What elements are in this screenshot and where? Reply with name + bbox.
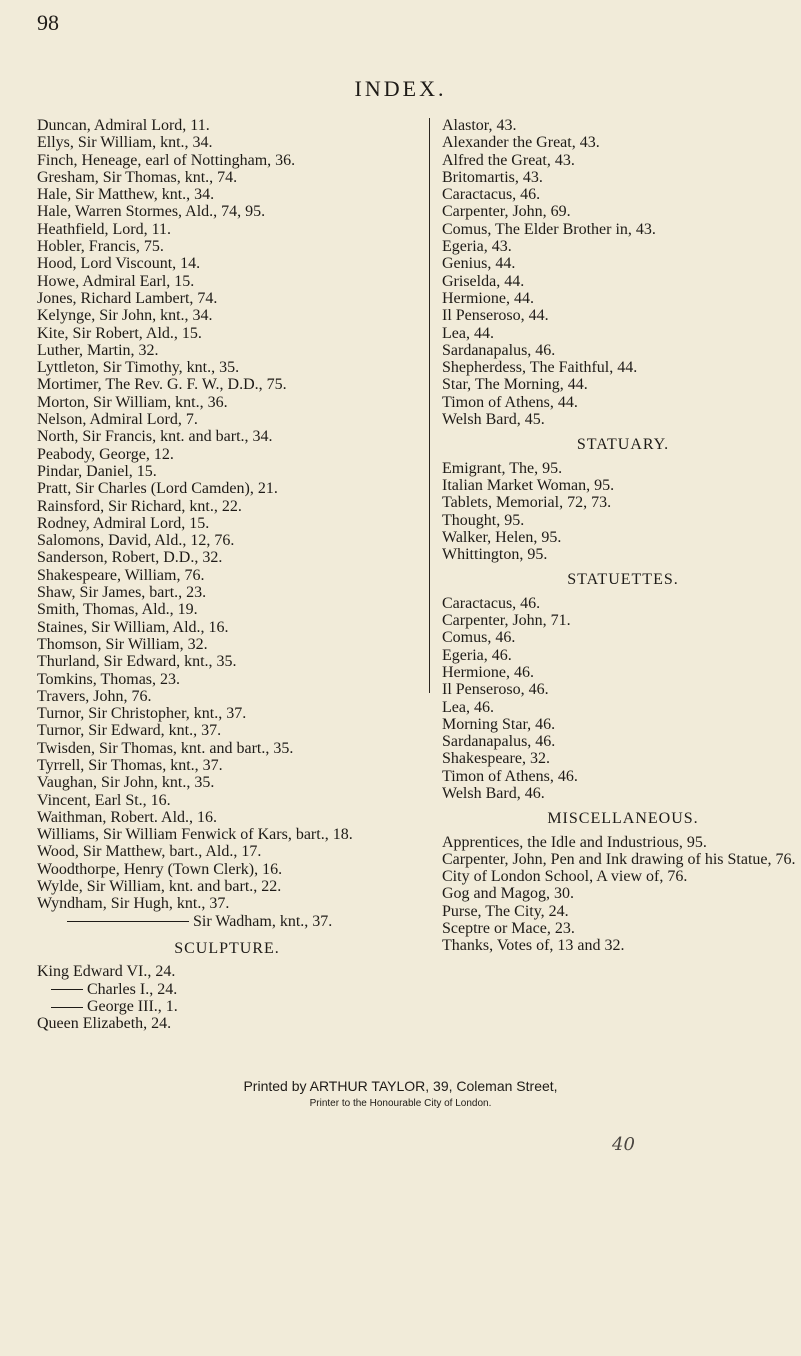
index-entry-text: Turnor, Sir Christopher, knt., 37. — [37, 705, 247, 723]
index-entry — [442, 903, 801, 920]
index-entry-text: Alfred the Great, 43. — [442, 151, 575, 169]
right-index-list — [442, 117, 801, 428]
index-entry — [37, 169, 417, 186]
index-entry-text: Hale, Sir Matthew, knt., 34. — [37, 186, 215, 204]
index-entry-text: Pindar, Daniel, 15. — [37, 462, 157, 480]
index-entry — [442, 238, 801, 255]
index-entry — [37, 342, 417, 359]
index-entry — [37, 963, 417, 980]
index-entry-text: Carpenter, John, Pen and Ink drawing of his Statue, 76. — [442, 850, 796, 868]
index-entry — [37, 134, 417, 151]
index-entry-text: Star, The Morning, 44. — [442, 376, 588, 394]
index-entry-text: Wood, Sir Matthew, bart., Ald., 17. — [37, 843, 262, 861]
index-entry-text: Shaw, Sir James, bart., 23. — [37, 584, 207, 602]
index-entry-text: Hood, Lord Viscount, 14. — [37, 255, 201, 273]
page-number: 98 — [37, 10, 59, 35]
index-entry — [442, 716, 801, 733]
index-entry — [442, 699, 801, 716]
index-entry-text: Kite, Sir Robert, Ald., 15. — [37, 324, 202, 342]
index-entry — [442, 394, 801, 411]
index-entry-text: Ellys, Sir William, knt., 34. — [37, 134, 213, 152]
index-entry-text: City of London School, A view of, 76. — [442, 868, 688, 886]
index-entry — [37, 480, 417, 497]
index-entry-text: Wylde, Sir William, knt. and bart., 22. — [37, 878, 282, 896]
index-entry-text: Egeria, 46. — [442, 646, 512, 664]
index-entry-text: Caractacus, 46. — [442, 186, 541, 204]
index-entry-text: Egeria, 43. — [442, 238, 512, 256]
index-entry — [37, 117, 417, 134]
index-entry-text: Staines, Sir William, Ald., 16. — [37, 618, 229, 636]
index-entry — [442, 411, 801, 428]
index-entry — [37, 221, 417, 238]
index-entry-text: George III., 1. — [87, 997, 178, 1015]
index-entry — [442, 255, 801, 272]
index-entry — [37, 446, 417, 463]
index-entry — [442, 186, 801, 203]
page-heading: INDEX. — [354, 76, 447, 101]
index-entry-text: Thurland, Sir Edward, knt., 35. — [37, 653, 237, 671]
index-entry-text: Tyrrell, Sir Thomas, knt., 37. — [37, 756, 223, 774]
index-entry — [37, 601, 417, 618]
index-entry-text: Apprentices, the Idle and Industrious, 95. — [442, 833, 707, 851]
index-entry-text: Shakespeare, William, 76. — [37, 566, 205, 584]
index-entry-text: Turnor, Sir Edward, knt., 37. — [37, 722, 222, 740]
index-entry — [37, 515, 417, 532]
index-entry — [442, 681, 801, 698]
index-entry-text: Thanks, Votes of, 13 and 32. — [442, 937, 625, 955]
index-entry-text: King Edward VI., 24. — [37, 963, 176, 981]
index-entry — [37, 809, 417, 826]
index-entry-text: Timon of Athens, 44. — [442, 393, 578, 411]
sculpture-list — [37, 963, 417, 1032]
statuettes-list — [442, 595, 801, 803]
index-entry-text: Nelson, Admiral Lord, 7. — [37, 411, 198, 429]
index-entry-text: Rodney, Admiral Lord, 15. — [37, 514, 210, 532]
index-entry — [442, 785, 801, 802]
ditto-rule — [51, 989, 83, 990]
index-entry — [37, 688, 417, 705]
index-entry — [442, 647, 801, 664]
index-entry — [442, 376, 801, 393]
index-entry-text: Salomons, David, Ald., 12, 76. — [37, 532, 235, 550]
index-entry-text: Thought, 95. — [442, 511, 525, 529]
index-entry-text: Carpenter, John, 69. — [442, 203, 571, 221]
index-entry-text: Howe, Admiral Earl, 15. — [37, 272, 195, 290]
index-entry — [442, 664, 801, 681]
index-entry — [37, 549, 417, 566]
index-entry-text: Mortimer, The Rev. G. F. W., D.D., 75. — [37, 376, 287, 394]
index-entry-text: Waithman, Robert. Ald., 16. — [37, 808, 218, 826]
index-entry-text: Sceptre or Mace, 23. — [442, 920, 575, 938]
index-entry — [442, 325, 801, 342]
index-entry-text: Shakespeare, 32. — [442, 750, 550, 768]
index-entry — [37, 757, 417, 774]
index-entry — [37, 722, 417, 739]
index-entry — [37, 203, 417, 220]
index-entry — [37, 411, 417, 428]
index-entry-text: Lea, 46. — [442, 698, 494, 716]
section-heading-miscellaneous: MISCELLANEOUS. — [547, 810, 699, 828]
index-entry-text: Sir Wadham, knt., 37. — [193, 912, 333, 930]
index-entry — [37, 1015, 417, 1032]
index-entry — [37, 826, 417, 843]
index-entry-text: Jones, Richard Lambert, 74. — [37, 289, 218, 307]
index-entry-text: Vincent, Earl St., 16. — [37, 791, 171, 809]
index-entry-text: Lea, 44. — [442, 324, 494, 342]
index-entry — [37, 895, 417, 912]
index-entry-text: Pratt, Sir Charles (Lord Camden), 21. — [37, 480, 278, 498]
index-entry — [442, 117, 801, 134]
index-entry — [442, 460, 801, 477]
index-entry-text: Sanderson, Robert, D.D., 32. — [37, 549, 223, 567]
statuary-list — [442, 460, 801, 564]
index-entry-text: Duncan, Admiral Lord, 11. — [37, 117, 210, 134]
index-entry-text: Hermione, 46. — [442, 663, 534, 681]
index-entry-text: Tablets, Memorial, 72, 73. — [442, 494, 612, 512]
index-entry-text: Timon of Athens, 46. — [442, 767, 578, 785]
index-entry-text: Queen Elizabeth, 24. — [37, 1015, 172, 1033]
index-entry — [442, 203, 801, 220]
index-entry — [442, 134, 801, 151]
index-entry — [442, 546, 801, 563]
index-entry — [37, 325, 417, 342]
index-entry — [442, 169, 801, 186]
index-entry — [442, 868, 801, 885]
index-entry — [37, 290, 417, 307]
index-entry — [442, 629, 801, 646]
index-entry — [37, 998, 417, 1015]
index-entry — [37, 463, 417, 480]
index-entry-text: Griselda, 44. — [442, 272, 525, 290]
index-entry-text: Comus, 46. — [442, 629, 516, 647]
index-entry-text: Vaughan, Sir John, knt., 35. — [37, 774, 215, 792]
ditto-rule — [67, 921, 189, 922]
index-entry — [442, 290, 801, 307]
index-entry — [442, 512, 801, 529]
index-entry — [442, 359, 801, 376]
index-entry-text: Williams, Sir William Fenwick of Kars, bart., 18. — [37, 826, 353, 844]
index-entry-text: Hermione, 44. — [442, 289, 534, 307]
index-entry — [37, 740, 417, 757]
miscellaneous-list — [442, 834, 801, 955]
index-entry-text: Walker, Helen, 95. — [442, 528, 562, 546]
index-entry-text: Caractacus, 46. — [442, 594, 541, 612]
section-heading-statuettes: STATUETTES. — [567, 571, 679, 589]
index-entry-text: Luther, Martin, 32. — [37, 341, 159, 359]
index-entry-text: Smith, Thomas, Ald., 19. — [37, 601, 198, 619]
index-entry — [37, 238, 417, 255]
index-entry — [442, 937, 801, 954]
index-entry — [37, 394, 417, 411]
index-entry — [442, 152, 801, 169]
index-entry — [37, 861, 417, 878]
index-entry — [442, 750, 801, 767]
index-entry-text: Woodthorpe, Henry (Town Clerk), 16. — [37, 860, 283, 878]
index-entry-text: Italian Market Woman, 95. — [442, 476, 615, 494]
index-entry-text: Comus, The Elder Brother in, 43. — [442, 220, 656, 238]
index-entry — [442, 885, 801, 902]
index-entry — [37, 774, 417, 791]
index-entry — [37, 878, 417, 895]
right-column — [442, 117, 801, 955]
index-entry — [37, 255, 417, 272]
index-entry — [37, 671, 417, 688]
index-entry — [37, 636, 417, 653]
index-entry-text: Sardanapalus, 46. — [442, 733, 556, 751]
index-entry — [37, 981, 417, 998]
index-entry — [37, 307, 417, 324]
index-entry-text: Hale, Warren Stormes, Ald., 74, 95. — [37, 203, 266, 221]
index-entry — [442, 307, 801, 324]
index-entry-text: Sardanapalus, 46. — [442, 341, 556, 359]
index-entry — [442, 342, 801, 359]
index-entry — [37, 498, 417, 515]
index-entry-text: Britomartis, 43. — [442, 168, 543, 186]
index-entry — [442, 920, 801, 937]
index-entry — [37, 376, 417, 393]
index-entry-text: Carpenter, John, 71. — [442, 612, 571, 630]
index-entry — [37, 792, 417, 809]
index-entry-text: Alexander the Great, 43. — [442, 134, 600, 152]
index-entry — [37, 186, 417, 203]
index-entry-text: Rainsford, Sir Richard, knt., 22. — [37, 497, 242, 515]
index-entry — [442, 529, 801, 546]
index-entry-text: Travers, John, 76. — [37, 687, 152, 705]
index-entry-text: Kelynge, Sir John, knt., 34. — [37, 307, 213, 325]
index-entry-text: Purse, The City, 24. — [442, 902, 569, 920]
index-entry-text: Peabody, George, 12. — [37, 445, 174, 463]
index-entry-text: Gog and Magog, 30. — [442, 885, 574, 903]
index-entry — [442, 834, 801, 851]
index-entry-text: Il Penseroso, 44. — [442, 307, 549, 325]
imprint-line-2: Printer to the Honourable City of London. — [309, 1098, 492, 1109]
left-index-list — [37, 117, 417, 930]
column-divider — [429, 118, 430, 693]
index-entry — [442, 221, 801, 238]
index-entry-text: Welsh Bard, 46. — [442, 784, 545, 802]
index-entry-text: Wyndham, Sir Hugh, knt., 37. — [37, 895, 230, 913]
printer-imprint — [0, 1078, 801, 1109]
index-entry — [37, 913, 417, 930]
index-entry-text: Hobler, Francis, 75. — [37, 238, 164, 256]
index-entry — [37, 152, 417, 169]
ditto-rule — [51, 1007, 83, 1008]
index-entry-text: North, Sir Francis, knt. and bart., 34. — [37, 428, 273, 446]
index-entry-text: Thomson, Sir William, 32. — [37, 635, 208, 653]
index-entry — [37, 428, 417, 445]
index-entry — [442, 494, 801, 511]
index-entry — [442, 733, 801, 750]
index-entry — [442, 273, 801, 290]
index-entry — [442, 612, 801, 629]
index-entry-text: Gresham, Sir Thomas, knt., 74. — [37, 168, 238, 186]
index-entry — [37, 567, 417, 584]
index-entry — [37, 273, 417, 290]
index-entry-text: Charles I., 24. — [87, 980, 178, 998]
index-entry-text: Morton, Sir William, knt., 36. — [37, 393, 228, 411]
index-entry-text: Whittington, 95. — [442, 546, 548, 564]
index-entry — [442, 768, 801, 785]
left-column — [37, 117, 417, 1032]
index-entry-text: Il Penseroso, 46. — [442, 681, 549, 699]
index-entry-text: Lyttleton, Sir Timothy, knt., 35. — [37, 359, 240, 377]
index-entry-text: Alastor, 43. — [442, 117, 517, 134]
index-entry-text: Shepherdess, The Faithful, 44. — [442, 359, 638, 377]
index-entry-text: Genius, 44. — [442, 255, 516, 273]
index-entry-text: Heathfield, Lord, 11. — [37, 220, 172, 238]
index-entry-text: Morning Star, 46. — [442, 715, 556, 733]
index-entry — [442, 851, 801, 868]
index-entry — [37, 619, 417, 636]
index-entry-text: Finch, Heneage, earl of Nottingham, 36. — [37, 151, 296, 169]
imprint-line-1: Printed by ARTHUR TAYLOR, 39, Coleman Street, — [243, 1078, 558, 1094]
index-entry — [37, 843, 417, 860]
index-entry — [37, 705, 417, 722]
section-heading-sculpture: SCULPTURE. — [174, 939, 280, 957]
index-entry — [442, 595, 801, 612]
index-entry-text: Emigrant, The, 95. — [442, 459, 563, 477]
handwritten-mark: 40 — [612, 1134, 635, 1155]
index-entry — [442, 477, 801, 494]
index-entry-text: Twisden, Sir Thomas, knt. and bart., 35. — [37, 739, 294, 757]
section-heading-statuary: STATUARY. — [576, 436, 670, 454]
index-entry — [37, 584, 417, 601]
index-entry — [37, 359, 417, 376]
index-entry — [37, 653, 417, 670]
index-entry-text: Tomkins, Thomas, 23. — [37, 670, 181, 688]
index-entry-text: Welsh Bard, 45. — [442, 411, 545, 429]
index-entry — [37, 532, 417, 549]
